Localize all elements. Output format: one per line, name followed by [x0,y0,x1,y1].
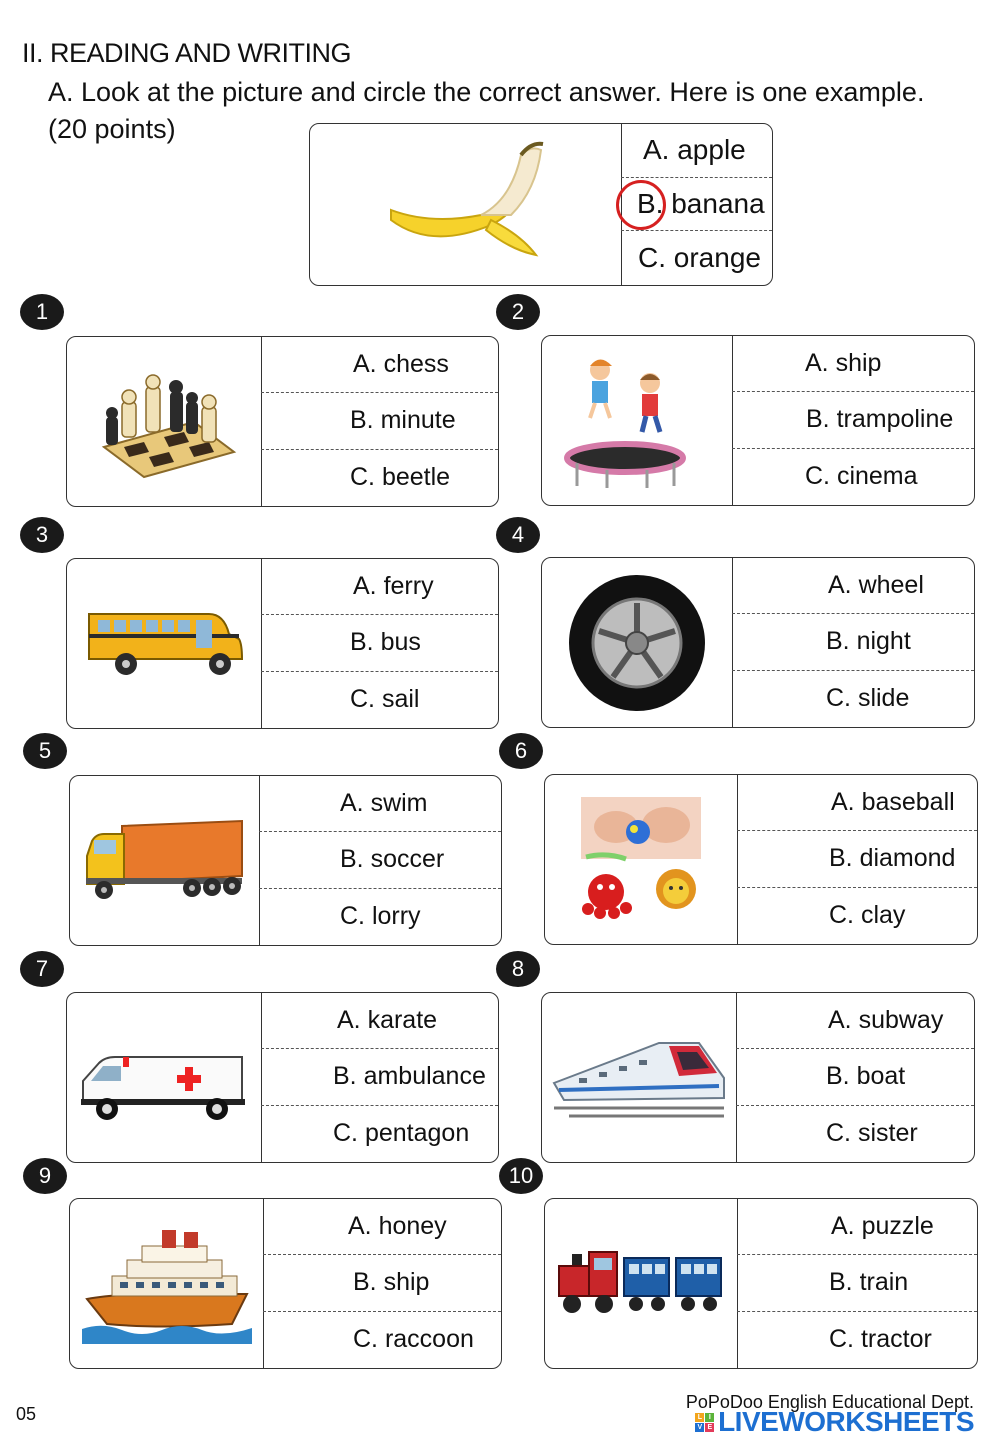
question-options [261,337,498,506]
option-b[interactable]: B. night [732,614,974,670]
question-options [732,558,974,727]
question-number-badge: 10 [499,1158,543,1194]
option-a[interactable]: A. subway [736,993,974,1049]
liveworksheets-logo-icon: L I V E [695,1413,714,1432]
section-title: II. READING AND WRITING [22,38,352,68]
question-options [259,776,501,945]
question-options [261,993,498,1162]
option-b[interactable]: B. diamond [737,831,977,887]
question-options [261,559,498,728]
question-card-4 [541,557,975,728]
lorry-icon [82,816,247,906]
example-option-a[interactable]: A. apple [621,124,772,178]
option-b[interactable]: B. ship [263,1255,501,1311]
liveworksheets-brand[interactable] [695,1406,974,1438]
option-c[interactable]: C. slide [826,684,910,713]
question-card-8 [541,992,975,1163]
option-b[interactable]: B. bus [261,615,498,671]
option-b[interactable]: B. ambulance [261,1049,498,1105]
question-picture [67,337,262,506]
option-c[interactable]: C. lorry [340,902,421,931]
option-c[interactable]: C. clay [829,901,906,930]
example-option-b[interactable]: B. banana [621,178,772,232]
subway-train-icon [549,1028,729,1128]
option-a[interactable]: A. karate [261,993,498,1049]
question-number-badge: 8 [496,951,540,987]
option-c[interactable]: C. raccoon [353,1325,474,1354]
banana-icon [371,130,561,280]
option-c[interactable]: C. cinema [805,462,918,491]
question-options [737,775,977,944]
question-number-badge: 2 [496,294,540,330]
question-card-2 [541,335,975,506]
department-credit: PoPoDoo English Educational Dept. [685,1392,974,1412]
train-icon [554,1244,729,1324]
bus-icon [84,604,244,684]
option-c[interactable]: C. sister [826,1119,918,1148]
option-a[interactable]: A. wheel [732,558,974,614]
example-picture [310,124,622,285]
question-options [736,993,974,1162]
question-picture [542,336,733,505]
question-number-badge: 6 [499,733,543,769]
question-number-badge: 9 [23,1158,67,1194]
question-card-3 [66,558,499,729]
clay-icon [576,797,706,922]
points-label: (20 points) [48,114,176,144]
trampoline-icon [562,348,712,493]
example-option-c[interactable]: C. orange [638,242,761,274]
wheel-icon [567,573,707,713]
option-a[interactable]: A. baseball [737,775,977,831]
option-b[interactable]: B. soccer [259,832,501,888]
question-picture [545,775,738,944]
question-options [263,1199,501,1368]
option-c[interactable]: C. pentagon [333,1119,470,1148]
question-number-badge: 7 [20,951,64,987]
question-card-1 [66,336,499,507]
question-number-badge: 1 [20,294,64,330]
ambulance-icon [77,1033,252,1123]
question-number-badge: 4 [496,517,540,553]
option-b[interactable]: B. minute [261,393,498,449]
ship-icon [82,1224,252,1344]
question-number-badge: 3 [20,517,64,553]
question-card-6 [544,774,978,945]
page-number: 05 [16,1404,37,1424]
question-picture [70,1199,264,1368]
example-card [309,123,773,286]
option-b[interactable]: B. trampoline [732,392,974,448]
instructions: A. Look at the picture and circle the correct answer. Here is one example. [48,77,925,107]
answer-circle-mark [616,180,666,230]
option-a[interactable]: A. ship [732,336,974,392]
question-card-5 [69,775,502,946]
option-a[interactable]: A. ferry [261,559,498,615]
option-b[interactable]: B. train [737,1255,977,1311]
question-picture [67,559,262,728]
question-picture [542,993,737,1162]
option-c[interactable]: C. beetle [350,463,451,492]
question-picture [70,776,260,945]
question-card-9 [69,1198,502,1369]
option-b[interactable]: B. boat [736,1049,974,1105]
question-number-badge: 5 [23,733,67,769]
question-options [732,336,974,505]
question-card-7 [66,992,499,1163]
question-picture [67,993,262,1162]
question-options [737,1199,977,1368]
question-picture [545,1199,738,1368]
option-a[interactable]: A. chess [261,337,498,393]
chess-icon [84,362,244,482]
option-a[interactable]: A. swim [259,776,501,832]
question-card-10 [544,1198,978,1369]
option-a[interactable]: A. puzzle [737,1199,977,1255]
option-a[interactable]: A. honey [263,1199,501,1255]
option-c[interactable]: C. tractor [829,1325,932,1354]
question-picture [542,558,733,727]
option-c[interactable]: C. sail [350,685,420,714]
brand-wordmark: LIVEWORKSHEETS [718,1406,974,1437]
